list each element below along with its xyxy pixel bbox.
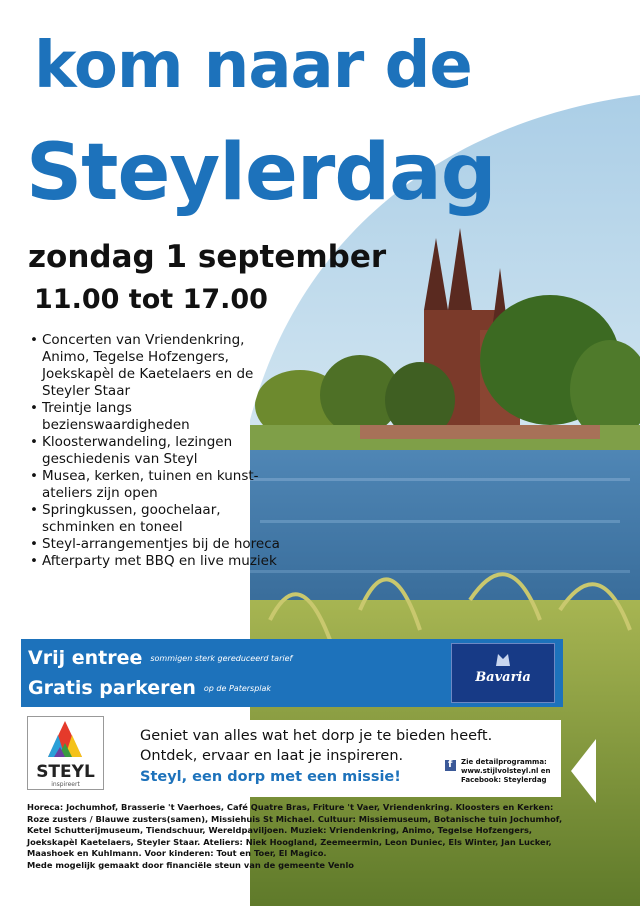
info-line-1: Geniet van alles wat het dorp je te bieden heeft. [140, 728, 493, 744]
list-item: • Musea, kerken, tuinen en kunst-ateliers zijn open [30, 468, 280, 502]
credits [27, 802, 567, 872]
list-item: • Springkussen, goochelaar, schminken en toneel [30, 502, 280, 536]
crest-icon [452, 646, 554, 670]
sponsor-name: Bavaria [475, 670, 531, 685]
slogan: Steyl, een dorp met een missie! [140, 769, 401, 785]
event-date: zondag 1 september [28, 239, 387, 275]
info-line-2: Ontdek, ervaar en laat je inspireren. [140, 748, 404, 764]
list-item: • Steyl-arrangementjes bij de horeca [30, 536, 280, 553]
credits-text: Horeca: Jochumhof, Brasserie 't Vaerhoes, Café Quatre Bras, Friture 't Vaer, Vriendenkring. Kloosters en Kerken: Roze zusters / Blauwe zusters(samen), Missiehuis St Michael. Cultuur: Missiemuseum, Botanische tuin Jochumhof, Ketel Schutterijmuseum, Tiendschuur, Wereldpaviljoen. Muziek: Vriendenkring, Animo, Tegelse Hofzengers, Joekskapèl Kaetelaers, Steyler Staar. Ateliers: Niek Hoogland, Zeemeermin, Leon Duniec, Els Winter, Jan Lucker, Maashoek en Kuhlmann. Voor kinderen: Tout en Toer, El Magico. [27, 802, 563, 859]
list-item: • Concerten van Vriendenkring, Animo, Tegelse Hofzengers, Joekskapèl de Kaetelaers en de Steyler Staar [30, 332, 280, 400]
title-line-1: kom naar de [34, 29, 472, 103]
list-item: • Afterparty met BBQ en live muziek [30, 553, 280, 570]
list-item: • Kloosterwandeling, lezingen geschiedenis van Steyl [30, 434, 280, 468]
list-item: • Treintje langs bezienswaardigheden [30, 400, 280, 434]
bavaria-logo [451, 643, 555, 703]
colorful-house-icon [28, 717, 103, 763]
info-banner [21, 639, 563, 707]
entry-line [28, 649, 292, 668]
entry-note: sommigen sterk gereduceerd tarief [150, 653, 293, 663]
program-info [461, 758, 551, 785]
title-line-2: Steylerdag [26, 128, 496, 218]
logo-name: STEYL [36, 762, 95, 782]
event-time: 11.00 tot 17.00 [34, 284, 268, 315]
parking-note: op de Patersplak [203, 683, 272, 693]
facebook-icon: f [445, 760, 456, 771]
steyl-logo [27, 716, 104, 790]
website-link[interactable]: www.stijlvolsteyl.nl en [461, 767, 551, 775]
info-box [128, 720, 561, 797]
parking-line [28, 679, 271, 698]
program-label: Zie detailprogramma: [461, 758, 547, 766]
arrow-left-icon [571, 739, 596, 803]
facebook-link[interactable]: Facebook: Steylerdag [461, 776, 547, 784]
logo-tagline: inspireert [51, 781, 80, 788]
entry-text: Vrij entree [28, 647, 143, 669]
sponsor-note: Mede mogelijk gemaakt door financiële steun van de gemeente Venlo [27, 859, 354, 870]
activity-list [30, 332, 280, 570]
parking-text: Gratis parkeren [28, 677, 196, 699]
